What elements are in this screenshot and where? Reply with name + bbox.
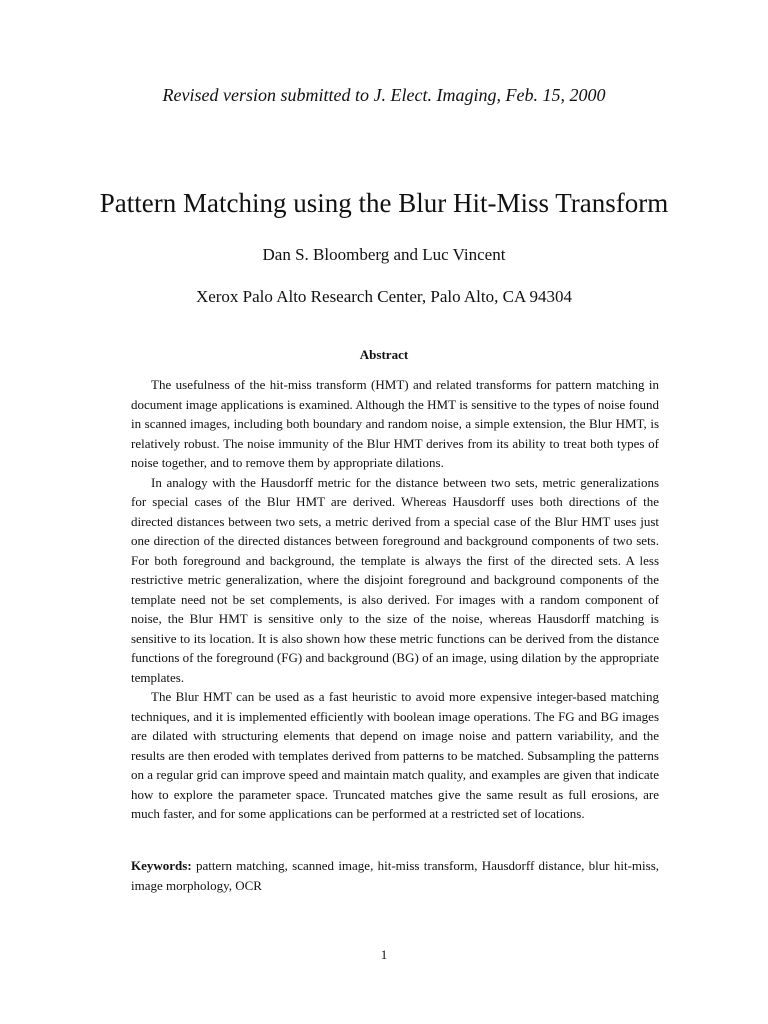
paper-authors: Dan S. Bloomberg and Luc Vincent: [262, 245, 506, 264]
paper-title: Pattern Matching using the Blur Hit-Miss Transform: [99, 188, 669, 218]
keywords-label: Keywords:: [131, 858, 192, 873]
page-number: 1: [380, 947, 388, 962]
keywords-text: pattern matching, scanned image, hit-miss transform, Hausdorff distance, blur hit-miss, image morphology, OCR: [131, 858, 659, 893]
abstract-paragraph-2: In analogy with the Hausdorff metric for the distance between two sets, metric generalizations for special cases of the Blur HMT are derived. Whereas Hausdorff uses both directions of the directed distances between two sets, a metric derived from a special case of the Blur HMT uses just one direction of the directed distances between foreground and background components of two sets. For both foreground and background, the template is always the first of the directed sets. A less restrictive metric generalization, where the disjoint foreground and background components of the template need not be set complements, is also derived. For images with a random component of noise, the Blur HMT is sensitive only to the size of the noise, whereas Hausdorff matching is sensitive to its location. It is also shown how these metric functions can be derived from the distance functions of the foreground (FG) and background (BG) of an image, using dilation by the appropriate templates.: [131, 474, 659, 685]
submission-note: Revised version submitted to J. Elect. Imaging, Feb. 15, 2000: [162, 85, 606, 105]
keywords-section: [131, 856, 659, 895]
abstract-body: [131, 375, 659, 824]
abstract-heading: Abstract: [359, 347, 409, 362]
paper-affiliation: Xerox Palo Alto Research Center, Palo Alto, CA 94304: [195, 287, 573, 306]
abstract-paragraph-1: The usefulness of the hit-miss transform (HMT) and related transforms for pattern matching in document image applications is examined. Although the HMT is sensitive to the types of noise found in scanned images, including both boundary and random noise, a simple extension, the Blur HMT, is relatively robust. The noise immunity of the Blur HMT derives from its ability to treat both types of noise together, and to remove them by appropriate dilations.: [131, 377, 659, 470]
abstract-paragraph-3: The Blur HMT can be used as a fast heuristic to avoid more expensive integer-based matching techniques, and it is implemented efficiently with boolean image operations. The FG and BG images are dilated with structuring elements that depend on image noise and pattern variability, and the results are then eroded with templates derived from patterns to be matched. Subsampling the patterns on a regular grid can improve speed and maintain match quality, and examples are given that indicate how to explore the parameter space. Truncated matches give the same result as full erosions, are much faster, and for some applications can be performed at a restricted set of locations.: [131, 689, 659, 821]
